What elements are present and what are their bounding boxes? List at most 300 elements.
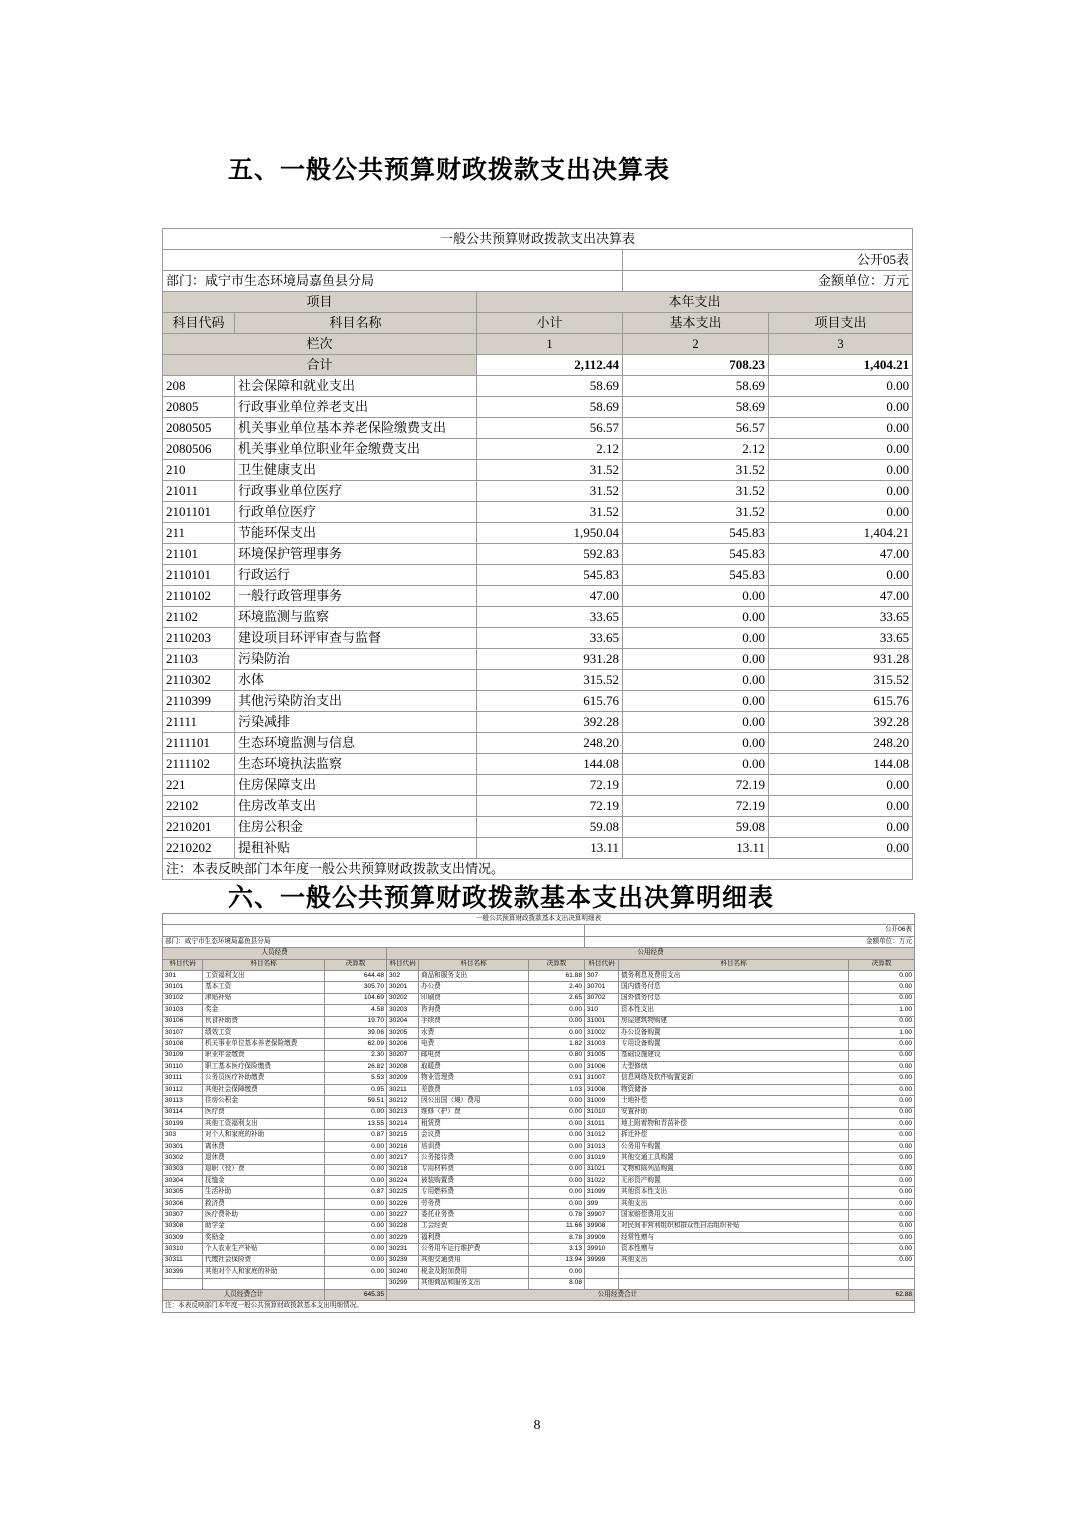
project-cell: 0.00 — [769, 775, 913, 796]
project-cell: 315.52 — [769, 670, 913, 691]
public-mid-amount-cell: 0.00 — [529, 1027, 585, 1038]
public-mid-amount-cell: 0.00 — [529, 1062, 585, 1073]
subtotal-cell: 58.69 — [477, 397, 623, 418]
personnel-name-cell: 生活补助 — [203, 1187, 325, 1198]
subtotal-cell: 58.69 — [477, 376, 623, 397]
table1-col-basic: 基本支出 — [623, 313, 769, 334]
public-right-name-cell: 国家赔偿费用支出 — [619, 1210, 849, 1221]
subject-code-cell: 2110102 — [163, 586, 235, 607]
basic-cell: 0.00 — [623, 691, 769, 712]
public-mid-code-cell: 30229 — [387, 1232, 419, 1243]
table1-total-row — [163, 355, 913, 376]
public-right-code-cell: 307 — [585, 970, 619, 981]
basic-cell: 59.08 — [623, 817, 769, 838]
public-mid-name-cell: 税金及附加费用 — [419, 1267, 529, 1278]
public-right-name-cell: 文物和陈列品购置 — [619, 1164, 849, 1175]
public-mid-code-cell: 30299 — [387, 1278, 419, 1289]
subject-code-cell: 211 — [163, 523, 235, 544]
public-mid-amount-cell: 11.66 — [529, 1221, 585, 1232]
basic-cell: 0.00 — [623, 733, 769, 754]
table1-title-row — [163, 229, 913, 250]
public-right-code-cell: 30701 — [585, 982, 619, 993]
personnel-code-cell: 30109 — [163, 1050, 203, 1061]
public-right-code-cell: 39907 — [585, 1210, 619, 1221]
project-cell: 47.00 — [769, 544, 913, 565]
personnel-name-cell: 住房公积金 — [203, 1096, 325, 1107]
budget-expenditure-table — [162, 228, 913, 880]
basic-cell: 0.00 — [623, 586, 769, 607]
subject-code-cell: 20805 — [163, 397, 235, 418]
table1-sheet-number: 公开05表 — [623, 250, 913, 271]
project-cell: 144.08 — [769, 754, 913, 775]
table2-body — [163, 970, 915, 1289]
subtotal-cell: 56.57 — [477, 418, 623, 439]
personnel-name-cell: 助学金 — [203, 1221, 325, 1232]
table-row — [163, 523, 913, 544]
public-right-code-cell: 39908 — [585, 1221, 619, 1232]
personnel-code-cell: 30307 — [163, 1210, 203, 1221]
personnel-name-cell — [203, 1278, 325, 1289]
subject-code-cell: 21101 — [163, 544, 235, 565]
table-row — [163, 691, 913, 712]
project-cell: 0.00 — [769, 376, 913, 397]
personnel-name-cell: 医疗费 — [203, 1107, 325, 1118]
basic-cell: 545.83 — [623, 544, 769, 565]
public-mid-code-cell: 30240 — [387, 1267, 419, 1278]
subject-name-cell: 机关事业单位基本养老保险缴费支出 — [235, 418, 477, 439]
public-mid-amount-cell: 0.00 — [529, 1164, 585, 1175]
table-row — [163, 1153, 915, 1164]
public-right-name-cell: 专用设备购置 — [619, 1039, 849, 1050]
subject-name-cell: 污染减排 — [235, 712, 477, 733]
personnel-code-cell: 30303 — [163, 1164, 203, 1175]
personnel-amount-cell — [325, 1278, 387, 1289]
table1-total-subtotal: 2,112.44 — [477, 355, 623, 376]
personnel-code-cell: 30108 — [163, 1039, 203, 1050]
subtotal-cell: 931.28 — [477, 649, 623, 670]
subject-name-cell: 行政运行 — [235, 565, 477, 586]
personnel-code-cell: 30103 — [163, 1005, 203, 1016]
table2-totals-row — [163, 1289, 915, 1300]
public-right-code-cell: 31006 — [585, 1062, 619, 1073]
personnel-code-cell: 30114 — [163, 1107, 203, 1118]
table1-total-project: 1,404.21 — [769, 355, 913, 376]
subject-name-cell: 其他污染防治支出 — [235, 691, 477, 712]
table-row — [163, 712, 913, 733]
personnel-code-cell: 30110 — [163, 1062, 203, 1073]
public-mid-amount-cell: 0.91 — [529, 1073, 585, 1084]
table-row — [163, 376, 913, 397]
public-right-code-cell: 39909 — [585, 1232, 619, 1243]
table-row — [163, 993, 915, 1004]
table2-title-row — [163, 914, 915, 925]
project-cell: 392.28 — [769, 712, 913, 733]
public-mid-code-cell: 30227 — [387, 1210, 419, 1221]
public-right-amount-cell: 0.00 — [849, 993, 915, 1004]
personnel-amount-cell: 19.70 — [325, 1016, 387, 1027]
section-six-heading: 六、一般公共预算财政拨款基本支出决算明细表 — [228, 884, 775, 912]
public-right-code-cell: 31007 — [585, 1073, 619, 1084]
public-right-name-cell: 经常性赠与 — [619, 1232, 849, 1243]
subject-code-cell: 2080505 — [163, 418, 235, 439]
public-mid-code-cell: 30226 — [387, 1198, 419, 1209]
subject-name-cell: 环境监测与监察 — [235, 607, 477, 628]
public-right-code-cell: 39999 — [585, 1255, 619, 1266]
subtotal-cell: 1,950.04 — [477, 523, 623, 544]
table-row — [163, 754, 913, 775]
public-right-code-cell: 31008 — [585, 1084, 619, 1095]
personnel-name-cell: 绩效工资 — [203, 1027, 325, 1038]
table1-title: 一般公共预算财政拨款支出决算表 — [163, 229, 913, 250]
table-row — [163, 817, 913, 838]
table-row — [163, 1198, 915, 1209]
personnel-code-cell: 30399 — [163, 1267, 203, 1278]
public-right-name-cell: 资本性赠与 — [619, 1244, 849, 1255]
personnel-name-cell: 对个人和家庭的补助 — [203, 1130, 325, 1141]
personnel-amount-cell: 305.70 — [325, 982, 387, 993]
table-row — [163, 1244, 915, 1255]
personnel-amount-cell: 0.00 — [325, 1221, 387, 1232]
public-right-code-cell: 31005 — [585, 1050, 619, 1061]
public-mid-code-cell: 30228 — [387, 1221, 419, 1232]
subtotal-cell: 72.19 — [477, 796, 623, 817]
basic-cell: 31.52 — [623, 502, 769, 523]
personnel-name-cell: 个人农业生产补贴 — [203, 1244, 325, 1255]
public-mid-name-cell: 电费 — [419, 1039, 529, 1050]
subject-code-cell: 2110302 — [163, 670, 235, 691]
public-mid-name-cell: 手续费 — [419, 1016, 529, 1027]
project-cell: 1,404.21 — [769, 523, 913, 544]
personnel-name-cell: 退休费 — [203, 1153, 325, 1164]
subject-name-cell: 卫生健康支出 — [235, 460, 477, 481]
table-row — [163, 1107, 915, 1118]
public-mid-code-cell: 30217 — [387, 1153, 419, 1164]
table-row — [163, 586, 913, 607]
personnel-name-cell: 津贴补贴 — [203, 993, 325, 1004]
personnel-code-cell: 30112 — [163, 1084, 203, 1095]
public-right-name-cell: 国外债务付息 — [619, 993, 849, 1004]
project-cell: 0.00 — [769, 481, 913, 502]
project-cell: 0.00 — [769, 817, 913, 838]
public-mid-amount-cell: 8.08 — [529, 1278, 585, 1289]
subject-code-cell: 2101101 — [163, 502, 235, 523]
public-mid-code-cell: 30224 — [387, 1175, 419, 1186]
personnel-code-cell: 30106 — [163, 1016, 203, 1027]
personnel-code-cell: 303 — [163, 1130, 203, 1141]
project-cell: 0.00 — [769, 502, 913, 523]
table2-note: 注：本表反映部门本年度一般公共预算财政拨款基本支出明细情况。 — [163, 1301, 915, 1312]
subject-name-cell: 住房改革支出 — [235, 796, 477, 817]
public-right-code-cell: 31011 — [585, 1119, 619, 1130]
public-mid-name-cell: 委托业务费 — [419, 1210, 529, 1221]
public-mid-amount-cell: 0.80 — [529, 1050, 585, 1061]
table2-col-name-3: 科目名称 — [619, 959, 849, 970]
table-row — [163, 1232, 915, 1243]
public-mid-code-cell: 30214 — [387, 1119, 419, 1130]
public-mid-name-cell: 商品和服务支出 — [419, 970, 529, 981]
personnel-amount-cell: 0.00 — [325, 1141, 387, 1152]
table2-group-header-row — [163, 948, 915, 959]
public-mid-amount-cell: 0.00 — [529, 1175, 585, 1186]
table2-col-amount-3: 决算数 — [849, 959, 915, 970]
basic-cell: 58.69 — [623, 376, 769, 397]
table2-public-total-value: 62.88 — [849, 1289, 915, 1300]
public-mid-name-cell: 公务接待费 — [419, 1153, 529, 1164]
public-right-amount-cell: 0.00 — [849, 1141, 915, 1152]
table-row — [163, 1141, 915, 1152]
table2-col-name-1: 科目名称 — [203, 959, 325, 970]
subtotal-cell: 33.65 — [477, 607, 623, 628]
personnel-amount-cell: 0.00 — [325, 1232, 387, 1243]
table-row — [163, 649, 913, 670]
table-row — [163, 1187, 915, 1198]
public-mid-amount-cell: 3.13 — [529, 1244, 585, 1255]
table2-personnel-total-value: 645.35 — [325, 1289, 387, 1300]
public-mid-amount-cell: 2.40 — [529, 982, 585, 993]
subject-code-cell: 2110203 — [163, 628, 235, 649]
public-mid-name-cell: 印刷费 — [419, 993, 529, 1004]
personnel-name-cell: 其他工资福利支出 — [203, 1119, 325, 1130]
table-row — [163, 1278, 915, 1289]
personnel-name-cell: 职业年金缴费 — [203, 1050, 325, 1061]
basic-expenditure-detail-table — [162, 913, 915, 1313]
table-row — [163, 565, 913, 586]
project-cell: 0.00 — [769, 460, 913, 481]
table2-col-code-1: 科目代码 — [163, 959, 203, 970]
table-row — [163, 1084, 915, 1095]
project-cell: 47.00 — [769, 586, 913, 607]
public-right-name-cell: 对民间非营利组织和群众性自治组织补贴 — [619, 1221, 849, 1232]
public-right-amount-cell: 0.00 — [849, 1210, 915, 1221]
personnel-name-cell: 代缴社会保险费 — [203, 1255, 325, 1266]
table1-col-subtotal: 小计 — [477, 313, 623, 334]
personnel-amount-cell: 0.00 — [325, 1164, 387, 1175]
personnel-name-cell: 抚恤金 — [203, 1175, 325, 1186]
public-right-name-cell: 其他交通工具购置 — [619, 1153, 849, 1164]
subject-name-cell: 建设项目环评审查与监督 — [235, 628, 477, 649]
public-mid-amount-cell: 0.00 — [529, 1107, 585, 1118]
public-right-amount-cell: 0.00 — [849, 1164, 915, 1175]
public-mid-code-cell: 30201 — [387, 982, 419, 993]
table-row — [163, 1039, 915, 1050]
public-mid-amount-cell: 0.00 — [529, 1130, 585, 1141]
personnel-amount-cell: 644.48 — [325, 970, 387, 981]
table-row — [163, 1130, 915, 1141]
subject-code-cell: 21111 — [163, 712, 235, 733]
public-right-name-cell: 物资储备 — [619, 1084, 849, 1095]
basic-expenditure-detail-table-container — [162, 913, 914, 1313]
subtotal-cell: 13.11 — [477, 838, 623, 859]
personnel-amount-cell: 5.53 — [325, 1073, 387, 1084]
public-mid-amount-cell: 0.00 — [529, 1187, 585, 1198]
project-cell: 615.76 — [769, 691, 913, 712]
personnel-amount-cell: 0.00 — [325, 1244, 387, 1255]
table-row — [163, 982, 915, 993]
personnel-code-cell: 30310 — [163, 1244, 203, 1255]
page-number: 8 — [533, 1418, 541, 1433]
public-mid-amount-cell: 1.03 — [529, 1084, 585, 1095]
table-row — [163, 1164, 915, 1175]
table1-columnno-row — [163, 334, 913, 355]
basic-cell: 13.11 — [623, 838, 769, 859]
personnel-code-cell: 30309 — [163, 1232, 203, 1243]
public-mid-code-cell: 30207 — [387, 1050, 419, 1061]
public-right-amount-cell: 0.00 — [849, 970, 915, 981]
basic-cell: 0.00 — [623, 628, 769, 649]
basic-cell: 545.83 — [623, 523, 769, 544]
personnel-amount-cell: 0.00 — [325, 1210, 387, 1221]
table1-total-basic: 708.23 — [623, 355, 769, 376]
table1-group-header-row — [163, 292, 913, 313]
public-right-amount-cell: 0.00 — [849, 1073, 915, 1084]
table-row — [163, 1119, 915, 1130]
subject-name-cell: 行政事业单位养老支出 — [235, 397, 477, 418]
table1-col-project: 项目支出 — [769, 313, 913, 334]
table-row — [163, 733, 913, 754]
table-row — [163, 1050, 915, 1061]
public-right-name-cell: 债务利息及费用支出 — [619, 970, 849, 981]
table1-group-item: 项目 — [163, 292, 477, 313]
personnel-code-cell: 30305 — [163, 1187, 203, 1198]
public-right-amount-cell: 0.00 — [849, 1084, 915, 1095]
public-mid-name-cell: 物业管理费 — [419, 1073, 529, 1084]
basic-cell: 545.83 — [623, 565, 769, 586]
table-row — [163, 1073, 915, 1084]
table2-note-row — [163, 1301, 915, 1312]
personnel-amount-cell: 104.69 — [325, 993, 387, 1004]
personnel-amount-cell: 0.95 — [325, 1084, 387, 1095]
public-right-amount-cell: 0.00 — [849, 1050, 915, 1061]
public-mid-code-cell: 30213 — [387, 1107, 419, 1118]
public-mid-amount-cell: 61.88 — [529, 970, 585, 981]
public-right-amount-cell: 0.00 — [849, 1130, 915, 1141]
personnel-amount-cell: 0.00 — [325, 1198, 387, 1209]
public-mid-name-cell: 福利费 — [419, 1232, 529, 1243]
personnel-name-cell: 离休费 — [203, 1141, 325, 1152]
personnel-amount-cell: 4.58 — [325, 1005, 387, 1016]
subject-code-cell: 221 — [163, 775, 235, 796]
public-mid-amount-cell: 0.00 — [529, 1016, 585, 1027]
project-cell: 0.00 — [769, 838, 913, 859]
personnel-amount-cell: 0.00 — [325, 1175, 387, 1186]
public-mid-name-cell: 公务用车运行维护费 — [419, 1244, 529, 1255]
table2-department-row — [163, 936, 915, 947]
personnel-name-cell: 工资福利支出 — [203, 970, 325, 981]
public-mid-name-cell: 其他商品和服务支出 — [419, 1278, 529, 1289]
personnel-name-cell: 退职（役）费 — [203, 1164, 325, 1175]
public-right-name-cell: 土地补偿 — [619, 1096, 849, 1107]
subject-code-cell: 2210202 — [163, 838, 235, 859]
public-right-name-cell: 房屋建筑物购建 — [619, 1016, 849, 1027]
project-cell: 33.65 — [769, 607, 913, 628]
table1-columnno-label: 栏次 — [163, 334, 477, 355]
public-right-name-cell: 其他支出 — [619, 1255, 849, 1266]
public-right-amount-cell: 0.00 — [849, 1153, 915, 1164]
public-mid-name-cell: 邮电费 — [419, 1050, 529, 1061]
public-mid-amount-cell: 8.78 — [529, 1232, 585, 1243]
public-right-code-cell: 31019 — [585, 1153, 619, 1164]
public-right-code-cell: 31021 — [585, 1164, 619, 1175]
basic-cell: 56.57 — [623, 418, 769, 439]
table-row — [163, 418, 913, 439]
table2-column-header-row — [163, 959, 915, 970]
public-right-name-cell: 基础设施建设 — [619, 1050, 849, 1061]
public-right-amount-cell: 0.00 — [849, 1119, 915, 1130]
subject-code-cell: 208 — [163, 376, 235, 397]
basic-cell: 31.52 — [623, 460, 769, 481]
personnel-name-cell: 伙食补助费 — [203, 1016, 325, 1027]
subject-code-cell: 21102 — [163, 607, 235, 628]
public-mid-code-cell: 30204 — [387, 1016, 419, 1027]
public-mid-code-cell: 30211 — [387, 1084, 419, 1095]
public-mid-code-cell: 30205 — [387, 1027, 419, 1038]
public-mid-amount-cell: 0.00 — [529, 1005, 585, 1016]
table-row — [163, 628, 913, 649]
subtotal-cell: 545.83 — [477, 565, 623, 586]
subject-code-cell: 2210201 — [163, 817, 235, 838]
public-right-amount-cell: 0.00 — [849, 1062, 915, 1073]
personnel-amount-cell: 0.87 — [325, 1187, 387, 1198]
subtotal-cell: 72.19 — [477, 775, 623, 796]
subject-code-cell: 21011 — [163, 481, 235, 502]
subject-name-cell: 节能环保支出 — [235, 523, 477, 544]
subject-name-cell: 水体 — [235, 670, 477, 691]
personnel-code-cell: 30306 — [163, 1198, 203, 1209]
personnel-name-cell: 基本工资 — [203, 982, 325, 993]
public-right-name-cell: 大型修缮 — [619, 1062, 849, 1073]
project-cell: 931.28 — [769, 649, 913, 670]
public-right-amount-cell: 0.00 — [849, 1244, 915, 1255]
subtotal-cell: 31.52 — [477, 460, 623, 481]
public-mid-code-cell: 30203 — [387, 1005, 419, 1016]
table-row — [163, 544, 913, 565]
public-right-code-cell: 31003 — [585, 1039, 619, 1050]
table-row — [163, 1027, 915, 1038]
subject-name-cell: 社会保障和就业支出 — [235, 376, 477, 397]
subject-name-cell: 生态环境监测与信息 — [235, 733, 477, 754]
public-right-amount-cell: 0.00 — [849, 1039, 915, 1050]
public-mid-amount-cell: 0.00 — [529, 1267, 585, 1278]
public-mid-name-cell: 会议费 — [419, 1130, 529, 1141]
subject-name-cell: 行政单位医疗 — [235, 502, 477, 523]
subject-name-cell: 住房保障支出 — [235, 775, 477, 796]
public-mid-name-cell: 水费 — [419, 1027, 529, 1038]
public-mid-amount-cell: 2.65 — [529, 993, 585, 1004]
subject-code-cell: 210 — [163, 460, 235, 481]
public-right-name-cell — [619, 1278, 849, 1289]
public-mid-name-cell: 培训费 — [419, 1141, 529, 1152]
personnel-code-cell: 30302 — [163, 1153, 203, 1164]
table-row — [163, 1005, 915, 1016]
personnel-name-cell: 奖金 — [203, 1005, 325, 1016]
project-cell: 0.00 — [769, 418, 913, 439]
personnel-name-cell: 救济费 — [203, 1198, 325, 1209]
public-mid-name-cell: 专用材料费 — [419, 1164, 529, 1175]
table1-group-year-expense: 本年支出 — [477, 292, 913, 313]
subject-name-cell: 环境保护管理事务 — [235, 544, 477, 565]
public-mid-name-cell: 维修（护）费 — [419, 1107, 529, 1118]
public-mid-code-cell: 30239 — [387, 1255, 419, 1266]
personnel-amount-cell: 2.30 — [325, 1050, 387, 1061]
public-right-code-cell — [585, 1267, 619, 1278]
public-right-code-cell: 31022 — [585, 1175, 619, 1186]
public-right-code-cell: 31001 — [585, 1016, 619, 1027]
personnel-amount-cell: 0.87 — [325, 1130, 387, 1141]
personnel-name-cell: 医疗费补助 — [203, 1210, 325, 1221]
public-right-code-cell: 31099 — [585, 1187, 619, 1198]
basic-cell: 31.52 — [623, 481, 769, 502]
public-right-amount-cell: 0.00 — [849, 1096, 915, 1107]
